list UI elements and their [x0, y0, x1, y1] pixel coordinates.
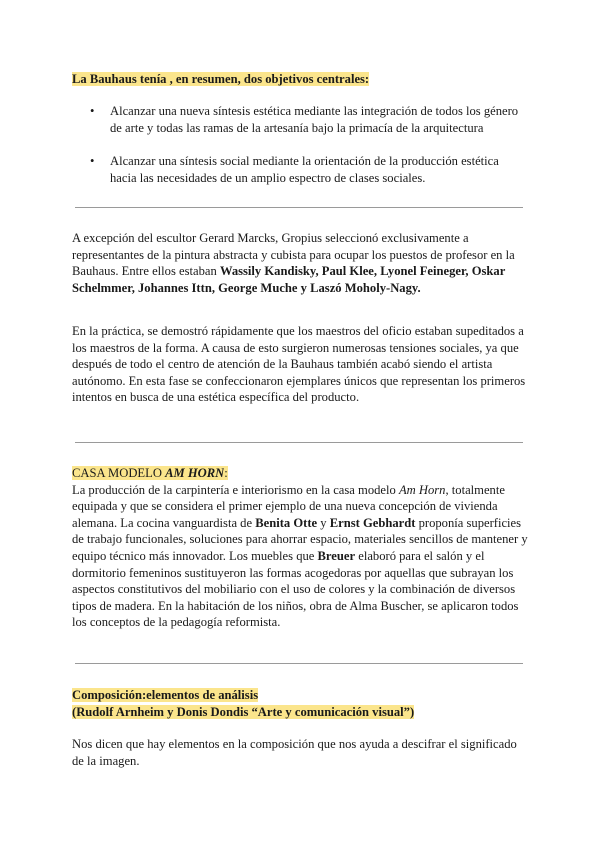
section3-heading [72, 465, 528, 482]
am-horn-emph: Am Horn [398, 482, 446, 497]
divider [75, 663, 523, 664]
bullet-icon: • [90, 104, 95, 118]
faculty-intro: A excepción del escultor Gerard Marcks, Gropius seleccionó exclusivamente a representantes de la pintura abstracta y cubista para ocupar los puestos de profesor en la Bauhaus. Entre ellos estaban [72, 231, 515, 279]
composition-paragraph [72, 736, 528, 769]
objectives-list [72, 103, 528, 186]
list-item [72, 153, 528, 186]
objective-text: Alcanzar una nueva síntesis estética mediante las integración de todos los género de arte y todas las ramas de la artesanía bajo la primacía de la arquitectura [110, 104, 519, 135]
practice-paragraph [72, 323, 528, 406]
am-horn-text-1: La producción de la carpintería e interiorismo en la casa modelo [72, 482, 399, 497]
am-horn-text-4: proponía superficies de trabajo funcionales, soluciones para ahorrar espacio, materiales sencillos de mantener y equipo técnico más innovador. Los muebles que [72, 515, 528, 563]
designer-name-gebhardt: Ernst Gebhardt [329, 515, 416, 530]
am-horn-paragraph [72, 482, 528, 631]
am-horn-text-5: elaboró para el salón y el dormitorio femeninos sustituyeron las formas acogedoras por aquellas que subrayan los aspectos constitutivos del mobiliario con el uso de colores y la combinación de diversos tipos de madera. En la habitación de los niños, obra de Alma Buscher, se aplicaron todos los conceptos de la pedagogía reformista. [72, 548, 519, 630]
section3-heading-emph: AM HORN [165, 466, 225, 480]
section1-heading: La Bauhaus tenía , en resumen, dos objetivos centrales: [72, 72, 370, 86]
composition-text: Nos dicen que hay elementos en la composición que nos ayuda a descifrar el significado de la imagen. [72, 737, 517, 768]
section3-heading-suffix: : [224, 466, 228, 480]
section3-block [72, 465, 528, 631]
designer-name-breuer: Breuer [317, 548, 356, 563]
divider [75, 207, 523, 208]
faculty-names: Wassily Kandisky, Paul Klee, Lyonel Feineger, Oskar Schelmmer, Johannes Ittn, George Muche y Laszó Moholy-Nagy. [72, 264, 506, 295]
list-item [72, 103, 528, 136]
section4-heading-line2: (Rudolf Arnheim y Donis Dondis “Arte y comunicación visual”) [72, 704, 415, 719]
practice-text: En la práctica, se demostró rápidamente que los maestros del oficio estaban supeditados a los maestros de la forma. A causa de esto surgieron numerosas tensiones sociales, ya que después de todo el centro de atención de la Bauhaus también acabó siendo el artista autónomo. En esta fase se confeccionaron ejemplares únicos que representan los primeros intentos en busca de una estética específica del producto. [72, 324, 526, 405]
bullet-icon: • [90, 154, 95, 169]
section4-heading-line1: Composición:elementos de análisis [72, 688, 259, 702]
objective-text: Alcanzar una síntesis social mediante la orientación de la producción estética hacia las necesidades de un amplio espectro de clases sociales. [110, 154, 499, 185]
am-horn-text-2: , totalmente equipada y que se considera el primer ejemplo de una nueva concepción de vivienda alemana. La cocina vanguardista de [72, 482, 505, 530]
faculty-paragraph [72, 230, 528, 296]
am-horn-text-3: y [317, 515, 330, 530]
section3-heading-prefix: CASA MODELO [72, 466, 166, 480]
designer-name-otte: Benita Otte [255, 515, 318, 530]
divider [75, 442, 523, 443]
section1-heading-block [72, 71, 528, 88]
section4-heading-block [72, 687, 528, 720]
